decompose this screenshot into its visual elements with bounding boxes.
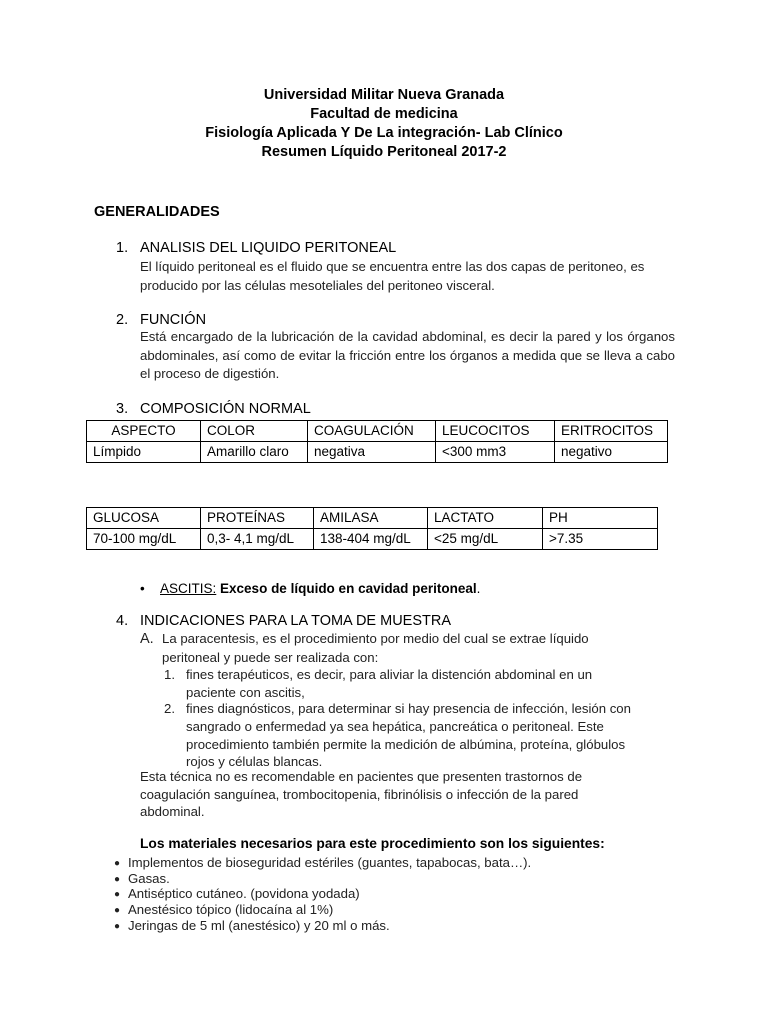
table-header-cell: COLOR [201,421,308,442]
paragraph-analisis: El líquido peritoneal es el fluido que se encuentra entre las dos capas de peritoneo, es producido por las células mesoteliales del peritoneo visceral. [140,259,645,293]
course-name: Fisiología Aplicada Y De La integración- Lab Clínico [205,125,563,141]
table-header-cell: ASPECTO [87,421,201,442]
table-header-cell: GLUCOSA [87,508,201,529]
table-header-row [87,508,658,529]
table-header-cell: PH [543,508,658,529]
bullet-icon: ● [114,858,121,869]
table-cell: <300 mm3 [436,442,555,463]
paragraph-funcion: Está encargado de la lubricación de la cavidad abdominal, es decir la pared y los órganos abdominales, así como de evitar la fricción entre los órganos a medida que se lleva a cabo el proceso de digestión. [140,329,675,381]
table-row [87,529,658,550]
composition-table-1 [86,420,668,463]
table-header-cell: COAGULACIÓN [308,421,436,442]
table-header-cell: ERITROCITOS [555,421,668,442]
university-name: Universidad Militar Nueva Granada [263,87,505,103]
table-cell: 0,3- 4,1 mg/dL [201,529,314,550]
list-text: fines terapéuticos, es decir, para aliviar la distención abdominal en un [186,667,593,682]
heading-number: 1. [116,240,129,256]
table-cell: >7.35 [543,529,658,550]
list-text: fines diagnósticos, para determinar si hay presencia de infección, lesión con [186,701,631,716]
note-line: abdominal. [140,804,205,819]
table-cell: 70-100 mg/dL [87,529,201,550]
heading-number: 2. [116,312,129,328]
table-cell: negativo [555,442,668,463]
ascitis-period: . [476,581,481,596]
table-header-cell: LEUCOCITOS [436,421,555,442]
heading-text: COMPOSICIÓN NORMAL [140,401,311,417]
table-header-cell: AMILASA [314,508,428,529]
subitem-text: La paracentesis, es el procedimiento por medio del cual se extrae líquido [162,631,589,646]
table-header-cell: LACTATO [428,508,543,529]
document-header [0,86,768,162]
list-item [164,666,592,685]
materials-text: Implementos de bioseguridad estériles (guantes, tapabocas, bata…). [128,855,532,870]
heading-indicaciones [116,613,451,629]
document-title: Resumen Líquido Peritoneal 2017-2 [261,144,507,160]
table-cell: Límpido [87,442,201,463]
materials-title: Los materiales necesarios para este procedimiento son los siguientes: [140,836,605,851]
heading-composicion [116,401,311,417]
note-line: coagulación sanguínea, trombocitopenia, fibrinólisis o infección de la pared [140,787,579,802]
ascitis-term: ASCITIS: [160,581,217,596]
materials-text: Antiséptico cutáneo. (povidona yodada) [128,886,360,901]
ascitis-bullet [140,581,480,596]
table-cell: negativa [308,442,436,463]
faculty-name: Facultad de medicina [310,106,458,122]
heading-text: FUNCIÓN [140,312,207,328]
heading-text: ANALISIS DEL LIQUIDO PERITONEAL [140,240,397,256]
materials-text: Anestésico tópico (lidocaína al 1%) [128,902,334,917]
heading-text: INDICACIONES PARA LA TOMA DE MUESTRA [140,613,452,629]
ascitis-definition: Exceso de líquido en cavidad peritoneal [220,581,477,596]
table-header-row [87,421,668,442]
heading-number: 4. [116,613,129,629]
subitem-a-continued: peritoneal y puede ser realizada con: [162,650,379,665]
table-cell: <25 mg/dL [428,529,543,550]
heading-funcion [116,312,206,328]
list-number: 1. [164,667,175,682]
materials-text: Gasas. [128,871,170,886]
bullet-icon: • [140,581,145,596]
heading-number: 3. [116,401,129,417]
heading-analisis [116,240,396,256]
list-item [164,700,631,719]
composition-table-2 [86,507,658,550]
subitem-a [140,630,589,649]
list-item-continued: sangrado o enfermedad ya sea hepática, pancreática o peritoneal. Este [186,719,604,734]
note-line: Esta técnica no es recomendable en pacientes que presenten trastornos de [140,769,583,784]
section-title: GENERALIDADES [94,204,220,220]
materials-item [114,854,531,874]
table-row [87,442,668,463]
bullet-icon: ● [114,921,121,932]
list-item-continued: procedimiento también permite la medición de albúmina, proteína, glóbulos [186,737,626,752]
subitem-label: A. [140,631,154,647]
materials-item [114,917,390,937]
table-cell: 138-404 mg/dL [314,529,428,550]
table-header-cell: PROTEÍNAS [201,508,314,529]
list-item-continued: rojos y células blancas. [186,754,323,769]
bullet-icon: ● [114,889,121,900]
table-cell: Amarillo claro [201,442,308,463]
bullet-icon: ● [114,874,121,885]
list-number: 2. [164,701,175,716]
materials-text: Jeringas de 5 ml (anestésico) y 20 ml o más. [128,918,390,933]
bullet-icon: ● [114,905,121,916]
list-item-continued: paciente con ascitis, [186,685,305,700]
